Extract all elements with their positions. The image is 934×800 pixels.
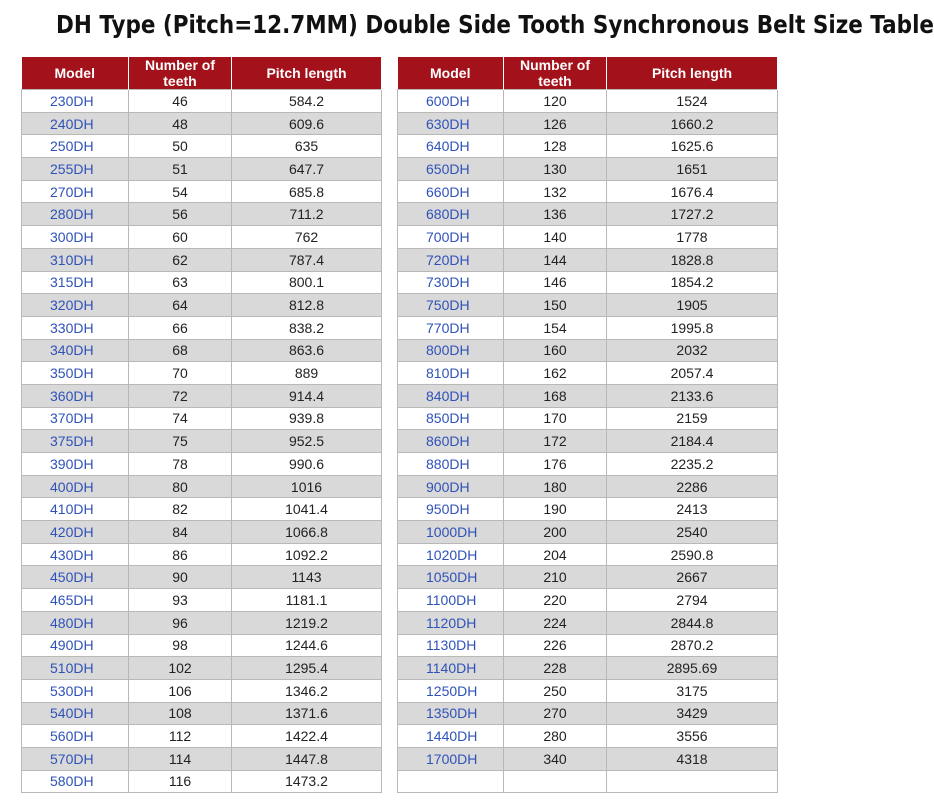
cell-pitch-length: 1676.4 <box>607 180 778 203</box>
cell-model: 360DH <box>22 384 129 407</box>
cell-teeth: 106 <box>129 679 232 702</box>
cell-teeth: 200 <box>504 521 607 544</box>
cell-pitch-length: 1219.2 <box>232 611 382 634</box>
cell-pitch-length: 1346.2 <box>232 679 382 702</box>
cell-teeth: 84 <box>129 521 232 544</box>
cell-pitch-length: 1473.2 <box>232 770 382 793</box>
cell-pitch-length: 635 <box>232 135 382 158</box>
cell-model: 630DH <box>398 112 504 135</box>
table-row <box>22 725 382 748</box>
cell-teeth: 80 <box>129 475 232 498</box>
cell-model: 490DH <box>22 634 129 657</box>
table-row <box>398 339 778 362</box>
cell-pitch-length: 863.6 <box>232 339 382 362</box>
cell-teeth: 168 <box>504 384 607 407</box>
cell-teeth: 140 <box>504 226 607 249</box>
cell-teeth: 68 <box>129 339 232 362</box>
cell-pitch-length: 1295.4 <box>232 657 382 680</box>
page-title: DH Type (Pitch=12.7MM) Double Side Tooth Synchronous Belt Size Table <box>56 10 934 39</box>
cell-pitch-length: 1524 <box>607 90 778 113</box>
table-row <box>398 634 778 657</box>
cell-teeth: 51 <box>129 158 232 181</box>
cell-model: 1350DH <box>398 702 504 725</box>
cell-teeth: 226 <box>504 634 607 657</box>
cell-pitch-length: 1625.6 <box>607 135 778 158</box>
cell-pitch-length: 2540 <box>607 521 778 544</box>
header-pitch-length: Pitch length <box>607 57 778 90</box>
cell-teeth: 128 <box>504 135 607 158</box>
table-row <box>22 543 382 566</box>
cell-teeth: 250 <box>504 679 607 702</box>
table-row <box>22 521 382 544</box>
header-model: Model <box>22 57 129 90</box>
cell-model: 730DH <box>398 271 504 294</box>
cell-model: 650DH <box>398 158 504 181</box>
cell-model: 950DH <box>398 498 504 521</box>
cell-model: 900DH <box>398 475 504 498</box>
cell-model: 810DH <box>398 362 504 385</box>
cell-teeth: 280 <box>504 725 607 748</box>
cell-pitch-length: 2794 <box>607 589 778 612</box>
table-row <box>22 384 382 407</box>
table-row <box>22 453 382 476</box>
table-row <box>22 747 382 770</box>
cell-model: 280DH <box>22 203 129 226</box>
cell-model: 680DH <box>398 203 504 226</box>
cell-model: 1020DH <box>398 543 504 566</box>
table-row <box>22 90 382 113</box>
cell-model: 660DH <box>398 180 504 203</box>
cell-pitch-length: 609.6 <box>232 112 382 135</box>
table-row <box>22 407 382 430</box>
cell-model: 315DH <box>22 271 129 294</box>
cell-pitch-length: 1447.8 <box>232 747 382 770</box>
table-row <box>398 543 778 566</box>
table-row <box>398 611 778 634</box>
cell-model: 540DH <box>22 702 129 725</box>
cell-model: 350DH <box>22 362 129 385</box>
cell-teeth: 130 <box>504 158 607 181</box>
cell-pitch-length <box>607 770 778 793</box>
cell-teeth: 90 <box>129 566 232 589</box>
cell-pitch-length: 584.2 <box>232 90 382 113</box>
cell-model: 465DH <box>22 589 129 612</box>
cell-teeth: 162 <box>504 362 607 385</box>
cell-model: 1140DH <box>398 657 504 680</box>
cell-model: 270DH <box>22 180 129 203</box>
cell-model: 1000DH <box>398 521 504 544</box>
cell-pitch-length: 838.2 <box>232 316 382 339</box>
table-row <box>398 248 778 271</box>
cell-pitch-length: 647.7 <box>232 158 382 181</box>
cell-teeth: 160 <box>504 339 607 362</box>
cell-pitch-length: 990.6 <box>232 453 382 476</box>
cell-teeth: 224 <box>504 611 607 634</box>
cell-model: 300DH <box>22 226 129 249</box>
table-row <box>398 384 778 407</box>
table-row <box>22 112 382 135</box>
cell-model <box>398 770 504 793</box>
table-row <box>22 634 382 657</box>
cell-model: 770DH <box>398 316 504 339</box>
cell-model: 510DH <box>22 657 129 680</box>
size-table-left <box>21 57 382 793</box>
cell-model: 750DH <box>398 294 504 317</box>
table-row <box>22 566 382 589</box>
cell-pitch-length: 2895.69 <box>607 657 778 680</box>
cell-model: 250DH <box>22 135 129 158</box>
cell-teeth: 96 <box>129 611 232 634</box>
header-model: Model <box>398 57 504 90</box>
cell-teeth: 340 <box>504 747 607 770</box>
cell-model: 1120DH <box>398 611 504 634</box>
cell-pitch-length: 1181.1 <box>232 589 382 612</box>
cell-teeth: 190 <box>504 498 607 521</box>
table-row <box>398 679 778 702</box>
cell-pitch-length: 1371.6 <box>232 702 382 725</box>
cell-teeth: 270 <box>504 702 607 725</box>
cell-teeth: 50 <box>129 135 232 158</box>
cell-teeth: 220 <box>504 589 607 612</box>
cell-pitch-length: 2159 <box>607 407 778 430</box>
table-row <box>398 589 778 612</box>
header-row <box>22 57 382 90</box>
cell-model: 1440DH <box>398 725 504 748</box>
cell-teeth: 210 <box>504 566 607 589</box>
cell-pitch-length: 2184.4 <box>607 430 778 453</box>
table-row <box>22 611 382 634</box>
cell-pitch-length: 914.4 <box>232 384 382 407</box>
cell-teeth <box>504 770 607 793</box>
cell-teeth: 63 <box>129 271 232 294</box>
cell-pitch-length: 3556 <box>607 725 778 748</box>
table-row <box>398 407 778 430</box>
cell-pitch-length: 1905 <box>607 294 778 317</box>
cell-teeth: 180 <box>504 475 607 498</box>
cell-pitch-length: 939.8 <box>232 407 382 430</box>
cell-pitch-length: 1727.2 <box>607 203 778 226</box>
table-row <box>398 271 778 294</box>
cell-pitch-length: 1066.8 <box>232 521 382 544</box>
cell-teeth: 176 <box>504 453 607 476</box>
table-row <box>22 362 382 385</box>
cell-pitch-length: 2413 <box>607 498 778 521</box>
cell-teeth: 70 <box>129 362 232 385</box>
cell-teeth: 120 <box>504 90 607 113</box>
cell-pitch-length: 2590.8 <box>607 543 778 566</box>
cell-teeth: 126 <box>504 112 607 135</box>
cell-teeth: 112 <box>129 725 232 748</box>
cell-model: 390DH <box>22 453 129 476</box>
cell-teeth: 60 <box>129 226 232 249</box>
cell-pitch-length: 800.1 <box>232 271 382 294</box>
table-row <box>22 679 382 702</box>
cell-model: 400DH <box>22 475 129 498</box>
cell-model: 310DH <box>22 248 129 271</box>
table-row <box>398 521 778 544</box>
table-row <box>22 702 382 725</box>
cell-teeth: 102 <box>129 657 232 680</box>
cell-model: 720DH <box>398 248 504 271</box>
cell-model: 1130DH <box>398 634 504 657</box>
table-row <box>22 475 382 498</box>
cell-model: 570DH <box>22 747 129 770</box>
cell-teeth: 75 <box>129 430 232 453</box>
table-row <box>398 203 778 226</box>
cell-model: 530DH <box>22 679 129 702</box>
cell-teeth: 93 <box>129 589 232 612</box>
size-table-right <box>397 57 778 793</box>
cell-teeth: 172 <box>504 430 607 453</box>
cell-teeth: 204 <box>504 543 607 566</box>
table-row <box>22 158 382 181</box>
table-row <box>22 271 382 294</box>
cell-model: 320DH <box>22 294 129 317</box>
cell-teeth: 146 <box>504 271 607 294</box>
table-row <box>22 339 382 362</box>
cell-model: 375DH <box>22 430 129 453</box>
table-row <box>22 316 382 339</box>
cell-teeth: 54 <box>129 180 232 203</box>
cell-pitch-length: 4318 <box>607 747 778 770</box>
table-row <box>22 203 382 226</box>
cell-pitch-length: 711.2 <box>232 203 382 226</box>
table-row <box>22 226 382 249</box>
cell-pitch-length: 1041.4 <box>232 498 382 521</box>
cell-teeth: 66 <box>129 316 232 339</box>
cell-model: 240DH <box>22 112 129 135</box>
cell-teeth: 62 <box>129 248 232 271</box>
cell-model: 580DH <box>22 770 129 793</box>
cell-teeth: 82 <box>129 498 232 521</box>
table-row <box>398 90 778 113</box>
header-teeth: Number of teeth <box>504 57 607 90</box>
cell-teeth: 86 <box>129 543 232 566</box>
cell-pitch-length: 2057.4 <box>607 362 778 385</box>
table-row <box>398 226 778 249</box>
cell-teeth: 72 <box>129 384 232 407</box>
table-row <box>398 294 778 317</box>
cell-model: 640DH <box>398 135 504 158</box>
cell-pitch-length: 2235.2 <box>607 453 778 476</box>
header-teeth: Number of teeth <box>129 57 232 90</box>
cell-pitch-length: 787.4 <box>232 248 382 271</box>
cell-model: 370DH <box>22 407 129 430</box>
cell-pitch-length: 2286 <box>607 475 778 498</box>
cell-pitch-length: 1422.4 <box>232 725 382 748</box>
table-row <box>398 430 778 453</box>
cell-pitch-length: 1828.8 <box>607 248 778 271</box>
cell-pitch-length: 3175 <box>607 679 778 702</box>
table-row <box>398 498 778 521</box>
cell-model: 1050DH <box>398 566 504 589</box>
table-row <box>398 316 778 339</box>
cell-teeth: 108 <box>129 702 232 725</box>
cell-pitch-length: 2667 <box>607 566 778 589</box>
cell-model: 1700DH <box>398 747 504 770</box>
cell-model: 450DH <box>22 566 129 589</box>
cell-pitch-length: 1092.2 <box>232 543 382 566</box>
cell-teeth: 144 <box>504 248 607 271</box>
cell-pitch-length: 2870.2 <box>607 634 778 657</box>
table-row <box>22 430 382 453</box>
cell-model: 480DH <box>22 611 129 634</box>
cell-teeth: 170 <box>504 407 607 430</box>
cell-pitch-length: 812.8 <box>232 294 382 317</box>
table-row <box>22 657 382 680</box>
table-row <box>22 770 382 793</box>
cell-teeth: 78 <box>129 453 232 476</box>
table-row <box>22 248 382 271</box>
cell-model: 880DH <box>398 453 504 476</box>
cell-teeth: 46 <box>129 90 232 113</box>
cell-teeth: 74 <box>129 407 232 430</box>
table-row <box>22 135 382 158</box>
table-row <box>398 180 778 203</box>
cell-model: 230DH <box>22 90 129 113</box>
header-pitch-length: Pitch length <box>232 57 382 90</box>
cell-pitch-length: 1778 <box>607 226 778 249</box>
cell-model: 410DH <box>22 498 129 521</box>
cell-pitch-length: 889 <box>232 362 382 385</box>
cell-teeth: 154 <box>504 316 607 339</box>
table-row <box>398 657 778 680</box>
table-row <box>398 702 778 725</box>
cell-model: 255DH <box>22 158 129 181</box>
cell-model: 560DH <box>22 725 129 748</box>
cell-teeth: 56 <box>129 203 232 226</box>
cell-teeth: 64 <box>129 294 232 317</box>
table-row <box>22 294 382 317</box>
cell-teeth: 228 <box>504 657 607 680</box>
cell-model: 860DH <box>398 430 504 453</box>
table-row <box>398 475 778 498</box>
table-row <box>398 566 778 589</box>
cell-pitch-length: 952.5 <box>232 430 382 453</box>
cell-model: 340DH <box>22 339 129 362</box>
table-row <box>398 135 778 158</box>
cell-pitch-length: 1660.2 <box>607 112 778 135</box>
table-row <box>398 158 778 181</box>
cell-model: 700DH <box>398 226 504 249</box>
cell-pitch-length: 1995.8 <box>607 316 778 339</box>
header-row <box>398 57 778 90</box>
cell-pitch-length: 1854.2 <box>607 271 778 294</box>
cell-model: 420DH <box>22 521 129 544</box>
table-row <box>22 498 382 521</box>
cell-model: 840DH <box>398 384 504 407</box>
cell-pitch-length: 2133.6 <box>607 384 778 407</box>
table-row <box>22 180 382 203</box>
cell-teeth: 132 <box>504 180 607 203</box>
table-row <box>398 725 778 748</box>
cell-teeth: 98 <box>129 634 232 657</box>
table-row <box>22 589 382 612</box>
cell-teeth: 114 <box>129 747 232 770</box>
cell-pitch-length: 2032 <box>607 339 778 362</box>
table-row <box>398 453 778 476</box>
cell-pitch-length: 2844.8 <box>607 611 778 634</box>
cell-model: 1250DH <box>398 679 504 702</box>
cell-teeth: 48 <box>129 112 232 135</box>
cell-teeth: 116 <box>129 770 232 793</box>
cell-model: 330DH <box>22 316 129 339</box>
cell-model: 800DH <box>398 339 504 362</box>
cell-pitch-length: 1651 <box>607 158 778 181</box>
cell-teeth: 150 <box>504 294 607 317</box>
cell-pitch-length: 1016 <box>232 475 382 498</box>
cell-model: 430DH <box>22 543 129 566</box>
table-row <box>398 112 778 135</box>
cell-pitch-length: 1143 <box>232 566 382 589</box>
cell-model: 600DH <box>398 90 504 113</box>
cell-pitch-length: 762 <box>232 226 382 249</box>
cell-model: 850DH <box>398 407 504 430</box>
cell-pitch-length: 1244.6 <box>232 634 382 657</box>
table-row <box>398 747 778 770</box>
cell-teeth: 136 <box>504 203 607 226</box>
cell-model: 1100DH <box>398 589 504 612</box>
cell-pitch-length: 3429 <box>607 702 778 725</box>
table-row <box>398 362 778 385</box>
table-row <box>398 770 778 793</box>
cell-pitch-length: 685.8 <box>232 180 382 203</box>
